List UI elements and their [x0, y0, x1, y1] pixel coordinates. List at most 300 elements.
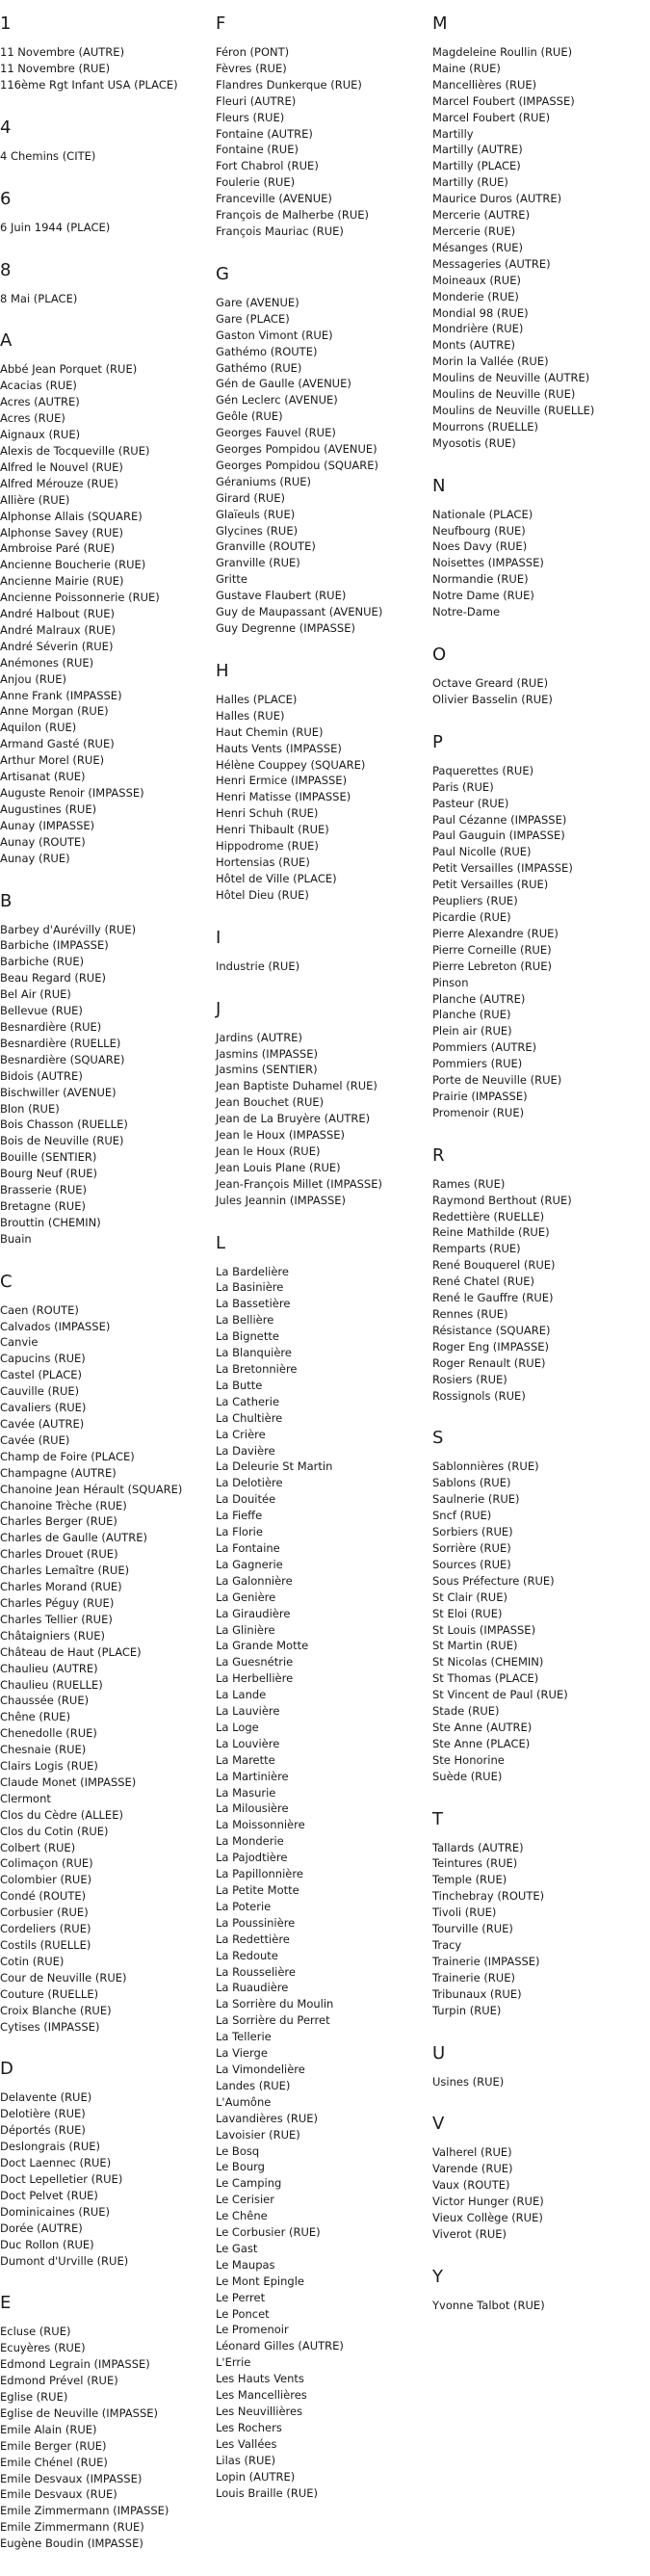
street-entry: Arthur Morel (RUE): [0, 753, 105, 768]
street-entry: Mourrons (RUELLE): [432, 419, 538, 434]
street-entry: Cavaliers (RUE): [0, 1401, 87, 1415]
street-entry: Alexis de Tocqueville (RUE): [0, 443, 150, 458]
letter-section: [216, 13, 413, 240]
street-entry: Landes (RUE): [216, 2078, 291, 2092]
street-entry: Aignaux (RUE): [0, 428, 81, 442]
street-entry: Gare (AVENUE): [216, 295, 299, 309]
street-entry: Monts (AUTRE): [432, 338, 515, 353]
street-entry: La Papillonnière: [216, 1867, 303, 1881]
letter-section: [0, 2293, 197, 2552]
section-letter-heading: M: [432, 13, 448, 34]
street-entry: La Lande: [216, 1688, 267, 1702]
street-entry: Anne Morgan (RUE): [0, 704, 109, 719]
street-entry: Sorrière (RUE): [432, 1540, 511, 1555]
street-entry: Cotin (RUE): [0, 1954, 65, 1968]
section-letter-heading: T: [432, 1808, 443, 1829]
street-entry: Porte de Neuville (RUE): [432, 1073, 562, 1088]
street-entry: Charles Drouet (RUE): [0, 1547, 118, 1562]
section-letter-heading: I: [216, 927, 221, 948]
street-entry: Hortensias (RUE): [216, 854, 310, 869]
street-entry: La Crière: [216, 1427, 266, 1441]
street-entry: André Halbout (RUE): [0, 607, 115, 621]
section-letter-heading: G: [216, 263, 229, 284]
street-entry: Petit Versailles (IMPASSE): [432, 861, 573, 876]
street-entry: Tinchebray (ROUTE): [432, 1889, 545, 1904]
street-entry: La Vierge: [216, 2046, 268, 2061]
street-entry: Le Cerisier: [216, 2193, 274, 2207]
street-entry: Paul Gauguin (IMPASSE): [432, 828, 565, 843]
letter-section: [432, 1809, 644, 2019]
letter-section: [432, 476, 644, 620]
street-entry: François Mauriac (RUE): [216, 223, 344, 238]
street-entry: Paul Nicolle (RUE): [432, 845, 532, 859]
letter-section: [0, 330, 197, 866]
street-entry: Eglise (RUE): [0, 2390, 68, 2405]
street-entry: St Clair (RUE): [432, 1590, 507, 1604]
letter-section: [0, 1272, 197, 2036]
street-entry: Anne Frank (IMPASSE): [0, 688, 122, 702]
street-entry: Monderie (RUE): [432, 289, 519, 303]
letter-section: [432, 2267, 644, 2314]
street-entry: Viverot (RUE): [432, 2226, 507, 2241]
street-entry: Edmond Prével (RUE): [0, 2374, 118, 2388]
street-entry: La Davière: [216, 1443, 275, 1458]
street-entry: Emile Chénel (RUE): [0, 2455, 108, 2469]
street-entry: Mésanges (RUE): [432, 240, 523, 254]
street-entry: Moulins de Neuville (RUELLE): [432, 403, 595, 417]
street-entry: Abbé Jean Porquet (RUE): [0, 362, 138, 377]
street-entry: Gathémo (RUE): [216, 360, 302, 375]
street-entry: Franceville (AVENUE): [216, 192, 332, 206]
street-entry: Gathémo (ROUTE): [216, 344, 318, 358]
street-entry: Olivier Basselin (RUE): [432, 692, 553, 706]
street-entry: Anjou (RUE): [0, 671, 66, 686]
street-entry: Stade (RUE): [432, 1704, 500, 1719]
street-entry: Gén Leclerc (AVENUE): [216, 393, 338, 407]
street-entry: Ste Anne (AUTRE): [432, 1720, 533, 1734]
street-entry: Bourg Neuf (RUE): [0, 1167, 98, 1181]
index-column-3: [432, 13, 644, 2338]
street-entry: Champagne (AUTRE): [0, 1465, 117, 1480]
section-letter-heading: L: [216, 1232, 226, 1253]
letter-section: [0, 260, 197, 307]
street-entry: Jules Jeannin (IMPASSE): [216, 1193, 347, 1207]
street-entry: Sncf (RUE): [432, 1509, 492, 1523]
street-entry: Sous Préfecture (RUE): [432, 1573, 555, 1588]
street-entry: Castel (PLACE): [0, 1368, 83, 1382]
street-entry: Octave Greard (RUE): [432, 676, 549, 690]
street-entry: La Sorrière du Perret: [216, 2013, 330, 2028]
street-entry: Bel Air (RUE): [0, 987, 71, 1002]
street-entry: Magdeleine Roullin (RUE): [432, 45, 573, 59]
street-entry: Moineaux (RUE): [432, 273, 521, 287]
street-entry: Geôle (RUE): [216, 409, 283, 424]
letter-section: [432, 644, 644, 708]
street-entry: Ste Honorine: [432, 1752, 505, 1767]
street-entry: Hôtel Dieu (RUE): [216, 887, 309, 902]
street-entry: La Poterie: [216, 1899, 272, 1913]
street-entry: La Masurie: [216, 1785, 276, 1800]
street-entry: Halles (PLACE): [216, 692, 298, 706]
section-letter-heading: P: [432, 731, 443, 752]
street-entry: Henri Thibault (RUE): [216, 823, 329, 837]
letter-section: [0, 2059, 197, 2269]
section-letter-heading: 8: [0, 259, 12, 280]
street-entry: Champ de Foire (PLACE): [0, 1449, 135, 1463]
street-entry: La Grande Motte: [216, 1639, 309, 1653]
letter-section: [432, 1428, 644, 1784]
street-entry: Eugène Boudin (IMPASSE): [0, 2537, 143, 2551]
street-entry: La Genière: [216, 1590, 276, 1604]
street-entry: Noes Davy (RUE): [432, 539, 528, 554]
street-entry: L'Errie: [216, 2355, 251, 2370]
street-entry: Mercerie (AUTRE): [432, 208, 531, 223]
street-entry: La Marette: [216, 1752, 275, 1767]
letter-section: [216, 661, 413, 904]
street-entry: Martilly (PLACE): [432, 159, 521, 173]
street-entry: Rames (RUE): [432, 1176, 506, 1191]
street-entry: Les Vallées: [216, 2436, 277, 2451]
street-entry: Auguste Renoir (IMPASSE): [0, 786, 144, 800]
street-entry: Lilas (RUE): [216, 2453, 276, 2467]
street-entry: Suède (RUE): [432, 1769, 503, 1783]
street-entry: Hauts Vents (IMPASSE): [216, 741, 342, 755]
street-entry: Le Poncet: [216, 2306, 270, 2321]
street-entry: St Thomas (PLACE): [432, 1671, 539, 1686]
street-entry: La Pajodtière: [216, 1851, 288, 1865]
street-entry: Beau Regard (RUE): [0, 971, 106, 986]
section-letter-heading: S: [432, 1428, 444, 1449]
street-entry: Ancienne Mairie (RUE): [0, 574, 124, 589]
street-entry: Reine Mathilde (RUE): [432, 1225, 550, 1240]
street-entry: Jean Baptiste Duhamel (RUE): [216, 1079, 377, 1093]
street-entry: La Loge: [216, 1720, 259, 1734]
street-entry: Lopin (AUTRE): [216, 2469, 296, 2484]
street-entry: Le Mont Epingle: [216, 2274, 304, 2288]
street-entry: Alfred Mérouze (RUE): [0, 476, 118, 490]
street-entry: Chaussée (RUE): [0, 1694, 90, 1708]
street-entry: Duc Rollon (RUE): [0, 2237, 94, 2251]
street-entry: St Nicolas (CHEMIN): [432, 1655, 544, 1669]
street-entry: Jasmins (SENTIER): [216, 1063, 318, 1077]
street-entry: René Chatel (RUE): [432, 1275, 535, 1289]
street-entry: Colimaçon (RUE): [0, 1856, 93, 1871]
street-entry: Jardins (AUTRE): [216, 1030, 302, 1044]
street-entry: Le Bourg: [216, 2160, 265, 2174]
street-entry: Rosiers (RUE): [432, 1372, 507, 1386]
street-entry: Glaïeuls (RUE): [216, 507, 296, 521]
street-entry: Ecuyères (RUE): [0, 2341, 86, 2355]
street-entry: Résistance (SQUARE): [432, 1323, 551, 1337]
street-entry: Planche (RUE): [432, 1008, 511, 1022]
street-entry: Chenedolle (RUE): [0, 1726, 97, 1741]
street-entry: Marcel Foubert (RUE): [432, 110, 551, 124]
section-letter-heading: Y: [432, 2266, 443, 2287]
street-entry: Henri Ermice (IMPASSE): [216, 774, 348, 788]
street-entry: Temple (RUE): [432, 1873, 507, 1887]
street-entry: 116ème Rgt Infant USA (PLACE): [0, 77, 178, 92]
street-entry: La Guesnétrie: [216, 1655, 294, 1669]
street-entry: La Galonnière: [216, 1573, 293, 1588]
street-entry: Cavée (AUTRE): [0, 1417, 85, 1431]
street-entry: Paquerettes (RUE): [432, 763, 534, 777]
street-entry: Sources (RUE): [432, 1557, 511, 1571]
street-entry: Jean-François Millet (IMPASSE): [216, 1176, 382, 1191]
street-entry: Condé (ROUTE): [0, 1889, 87, 1904]
section-letter-heading: V: [432, 2114, 445, 2135]
street-entry: Eglise de Neuville (IMPASSE): [0, 2405, 159, 2420]
street-entry: Prairie (IMPASSE): [432, 1089, 528, 1103]
street-entry: Fleurs (RUE): [216, 110, 285, 124]
street-entry: La Florie: [216, 1525, 263, 1539]
street-entry: René Bouquerel (RUE): [432, 1258, 556, 1273]
street-entry: Artisanat (RUE): [0, 770, 86, 784]
street-entry: Mercerie (RUE): [432, 223, 516, 238]
street-entry: Aunay (IMPASSE): [0, 818, 95, 832]
street-entry: Promenoir (RUE): [432, 1105, 525, 1119]
street-entry: Plein air (RUE): [432, 1024, 512, 1038]
section-letter-heading: 6: [0, 188, 12, 209]
street-entry: Vieux Collège (RUE): [432, 2211, 543, 2225]
section-letter-heading: O: [432, 644, 447, 665]
street-entry: Picardie (RUE): [432, 909, 511, 924]
street-entry: Ecluse (RUE): [0, 2325, 71, 2339]
street-entry: Canvie: [0, 1335, 39, 1350]
street-entry: Lavandières (RUE): [216, 2111, 319, 2125]
section-letter-heading: B: [0, 890, 13, 911]
street-entry: 8 Mai (PLACE): [0, 291, 78, 305]
street-entry: Mondrière (RUE): [432, 322, 524, 336]
street-entry: Fontaine (RUE): [216, 143, 299, 157]
street-entry: Valherel (RUE): [432, 2145, 512, 2160]
street-entry: Bidois (AUTRE): [0, 1068, 83, 1083]
street-entry: Nationale (PLACE): [432, 507, 533, 521]
street-entry: Le Chêne: [216, 2209, 268, 2223]
street-entry: Gritte: [216, 572, 247, 587]
street-entry: La Bretonnière: [216, 1362, 298, 1376]
street-entry: Teintures (RUE): [432, 1856, 518, 1871]
street-entry: Maine (RUE): [432, 61, 501, 75]
street-entry: Pasteur (RUE): [432, 796, 509, 810]
street-entry: Roger Eng (IMPASSE): [432, 1339, 549, 1354]
street-entry: Tourville (RUE): [432, 1922, 513, 1936]
street-entry: La Moissonnière: [216, 1818, 305, 1832]
street-entry: Emile Zimmermann (IMPASSE): [0, 2504, 169, 2518]
section-letter-heading: 1: [0, 13, 12, 34]
street-entry: Emile Zimmermann (RUE): [0, 2520, 144, 2535]
street-entry: La Ruaudière: [216, 1981, 289, 1995]
street-entry: Bellevue (RUE): [0, 1004, 83, 1018]
street-entry: St Vincent de Paul (RUE): [432, 1688, 568, 1702]
street-entry: La Milousière: [216, 1801, 289, 1816]
street-entry: Ste Anne (PLACE): [432, 1736, 531, 1750]
street-entry: Léonard Gilles (AUTRE): [216, 2339, 344, 2353]
street-entry: Gustave Flaubert (RUE): [216, 589, 347, 603]
street-entry: Tivoli (RUE): [432, 1906, 497, 1920]
street-entry: Georges Fauvel (RUE): [216, 426, 336, 440]
street-entry: Capucins (RUE): [0, 1352, 86, 1366]
street-entry: La Martinière: [216, 1769, 289, 1783]
street-entry: Sablonnières (RUE): [432, 1459, 539, 1474]
street-entry: Henri Schuh (RUE): [216, 806, 319, 821]
street-entry: Corbusier (RUE): [0, 1906, 89, 1920]
street-entry: Armand Gasté (RUE): [0, 737, 115, 751]
street-entry: La Poussinière: [216, 1915, 296, 1930]
street-entry: Ancienne Boucherie (RUE): [0, 558, 146, 572]
street-entry: Jean le Houx (RUE): [216, 1143, 321, 1158]
street-entry: Lavoisier (RUE): [216, 2127, 300, 2142]
street-entry: Chanoine Jean Hérault (SQUARE): [0, 1482, 183, 1496]
letter-section: [0, 13, 197, 93]
street-entry: Haut Chemin (RUE): [216, 724, 324, 739]
street-entry: Acacias (RUE): [0, 379, 77, 393]
section-letter-heading: F: [216, 13, 226, 34]
street-entry: St Martin (RUE): [432, 1639, 518, 1653]
street-entry: Martilly: [432, 126, 474, 141]
street-entry: Trainerie (IMPASSE): [432, 1954, 540, 1968]
street-entry: Costils (RUELLE): [0, 1938, 91, 1952]
street-entry: Blon (RUE): [0, 1101, 60, 1116]
street-entry: Besnardière (SQUARE): [0, 1052, 125, 1066]
street-entry: Vaux (ROUTE): [432, 2178, 510, 2193]
street-entry: André Séverin (RUE): [0, 639, 114, 653]
street-entry: Besnardière (RUELLE): [0, 1036, 121, 1050]
street-entry: Colombier (RUE): [0, 1873, 92, 1887]
street-entry: Les Neuvillières: [216, 2405, 303, 2418]
street-entry: Messageries (AUTRE): [432, 256, 551, 271]
street-entry: Cour de Neuville (RUE): [0, 1970, 127, 1985]
street-entry: La Fontaine: [216, 1540, 280, 1555]
street-entry: Martilly (AUTRE): [432, 143, 523, 157]
street-entry: Féron (PONT): [216, 45, 290, 59]
street-entry: Victor Hunger (RUE): [432, 2195, 544, 2209]
street-entry: Géraniums (RUE): [216, 474, 312, 488]
street-entry: Dumont d'Urville (RUE): [0, 2253, 129, 2268]
street-entry: Mancellières (RUE): [432, 77, 537, 92]
street-entry: La Douitée: [216, 1492, 276, 1507]
street-entry: Clos du Cèdre (ALLEE): [0, 1807, 123, 1822]
section-letter-heading: E: [0, 2293, 12, 2314]
street-entry: La Gagnerie: [216, 1557, 283, 1571]
street-entry: Couture (RUELLE): [0, 1986, 99, 2001]
street-entry: Delavente (RUE): [0, 2090, 92, 2105]
street-entry: Cavée (RUE): [0, 1433, 70, 1447]
street-entry: Granville (RUE): [216, 556, 300, 570]
street-entry: Tallards (AUTRE): [432, 1840, 524, 1854]
street-entry: Rossignols (RUE): [432, 1388, 526, 1403]
street-entry: Bischwiller (AVENUE): [0, 1085, 117, 1099]
street-entry: Clairs Logis (RUE): [0, 1759, 98, 1774]
street-entry: Redettière (RUELLE): [432, 1209, 545, 1223]
street-entry: Noisettes (IMPASSE): [432, 556, 544, 570]
street-entry: Foulerie (RUE): [216, 175, 296, 190]
street-entry: Ambroise Paré (RUE): [0, 541, 116, 556]
street-entry: Planche (AUTRE): [432, 991, 526, 1006]
street-entry: Georges Pompidou (SQUARE): [216, 458, 378, 472]
street-entry: Normandie (RUE): [432, 572, 529, 587]
street-entry: Clermont: [0, 1791, 51, 1805]
street-entry: La Blanquière: [216, 1346, 292, 1360]
street-entry: Halles (RUE): [216, 708, 285, 723]
street-entry: Déportés (RUE): [0, 2123, 86, 2138]
street-entry: La Giraudière: [216, 1606, 291, 1620]
letter-section: [432, 2114, 644, 2242]
street-entry: La Chultière: [216, 1410, 283, 1425]
street-entry: Pommiers (AUTRE): [432, 1040, 537, 1055]
street-entry: Caen (ROUTE): [0, 1302, 79, 1317]
street-entry: Bois de Neuville (RUE): [0, 1134, 124, 1148]
street-entry: Petit Versailles (RUE): [432, 878, 549, 892]
street-entry: La Vimondelière: [216, 2062, 305, 2076]
section-letter-heading: C: [0, 1271, 13, 1292]
street-entry: Emile Alain (RUE): [0, 2422, 97, 2436]
street-entry: Le Maupas: [216, 2257, 275, 2272]
street-entry: Croix Blanche (RUE): [0, 2003, 112, 2017]
street-entry: Dominicaines (RUE): [0, 2204, 110, 2219]
street-entry: Le Promenoir: [216, 2323, 289, 2337]
street-entry: 4 Chemins (CITE): [0, 148, 96, 163]
street-entry: La Monderie: [216, 1834, 284, 1849]
letter-section: [0, 118, 197, 165]
street-entry: Châtaigniers (RUE): [0, 1628, 105, 1643]
street-entry: La Redoute: [216, 1948, 278, 1962]
street-entry: Glycines (RUE): [216, 523, 299, 538]
street-entry: Charles Péguy (RUE): [0, 1595, 115, 1610]
street-entry: Le Gast: [216, 2241, 258, 2255]
street-entry: Mondial 98 (RUE): [432, 305, 529, 320]
street-entry: Hippodrome (RUE): [216, 839, 319, 854]
street-entry: Notre Dame (RUE): [432, 589, 534, 603]
street-entry: St Louis (IMPASSE): [432, 1622, 536, 1637]
street-entry: La Rousselière: [216, 1964, 296, 1979]
street-entry: Chêne (RUE): [0, 1710, 71, 1724]
street-entry: Château de Haut (PLACE): [0, 1644, 142, 1659]
letter-section: [216, 999, 413, 1209]
street-entry: Rennes (RUE): [432, 1307, 508, 1321]
street-entry: Louis Braille (RUE): [216, 2485, 318, 2500]
street-entry: Paris (RUE): [432, 779, 494, 794]
letter-section: [216, 928, 413, 975]
street-entry: Gare (PLACE): [216, 311, 290, 326]
street-entry: Jean Louis Plane (RUE): [216, 1160, 341, 1174]
street-entry: Usines (RUE): [432, 2074, 505, 2089]
street-entry: Hélène Couppey (SQUARE): [216, 757, 366, 772]
street-entry: André Malraux (RUE): [0, 622, 116, 637]
street-entry: Fleuri (AUTRE): [216, 93, 297, 108]
street-entry: Pinson: [432, 975, 469, 989]
street-entry: Dorée (AUTRE): [0, 2221, 83, 2235]
street-entry: Pierre Alexandre (RUE): [432, 926, 559, 940]
street-entry: Brasserie (RUE): [0, 1183, 88, 1197]
street-entry: La Delotière: [216, 1476, 283, 1490]
street-entry: Fort Chabrol (RUE): [216, 159, 319, 173]
street-entry: La Bignette: [216, 1329, 279, 1344]
letter-section: [0, 891, 197, 1248]
street-entry: St Eloi (RUE): [432, 1606, 503, 1620]
street-entry: Alphonse Allais (SQUARE): [0, 509, 143, 523]
section-letter-heading: J: [216, 998, 221, 1019]
street-entry: Charles de Gaulle (AUTRE): [0, 1531, 147, 1545]
letter-section: [0, 189, 197, 236]
street-entry: Charles Lemaître (RUE): [0, 1564, 130, 1578]
street-entry: Hôtel de Ville (PLACE): [216, 871, 337, 885]
street-entry: Le Camping: [216, 2176, 282, 2191]
street-entry: Notre-Dame: [432, 605, 501, 619]
street-entry: Aunay (RUE): [0, 851, 70, 865]
street-entry: Morin la Vallée (RUE): [432, 355, 549, 369]
street-entry: La Petite Motte: [216, 1883, 299, 1897]
street-entry: Colbert (RUE): [0, 1840, 76, 1854]
